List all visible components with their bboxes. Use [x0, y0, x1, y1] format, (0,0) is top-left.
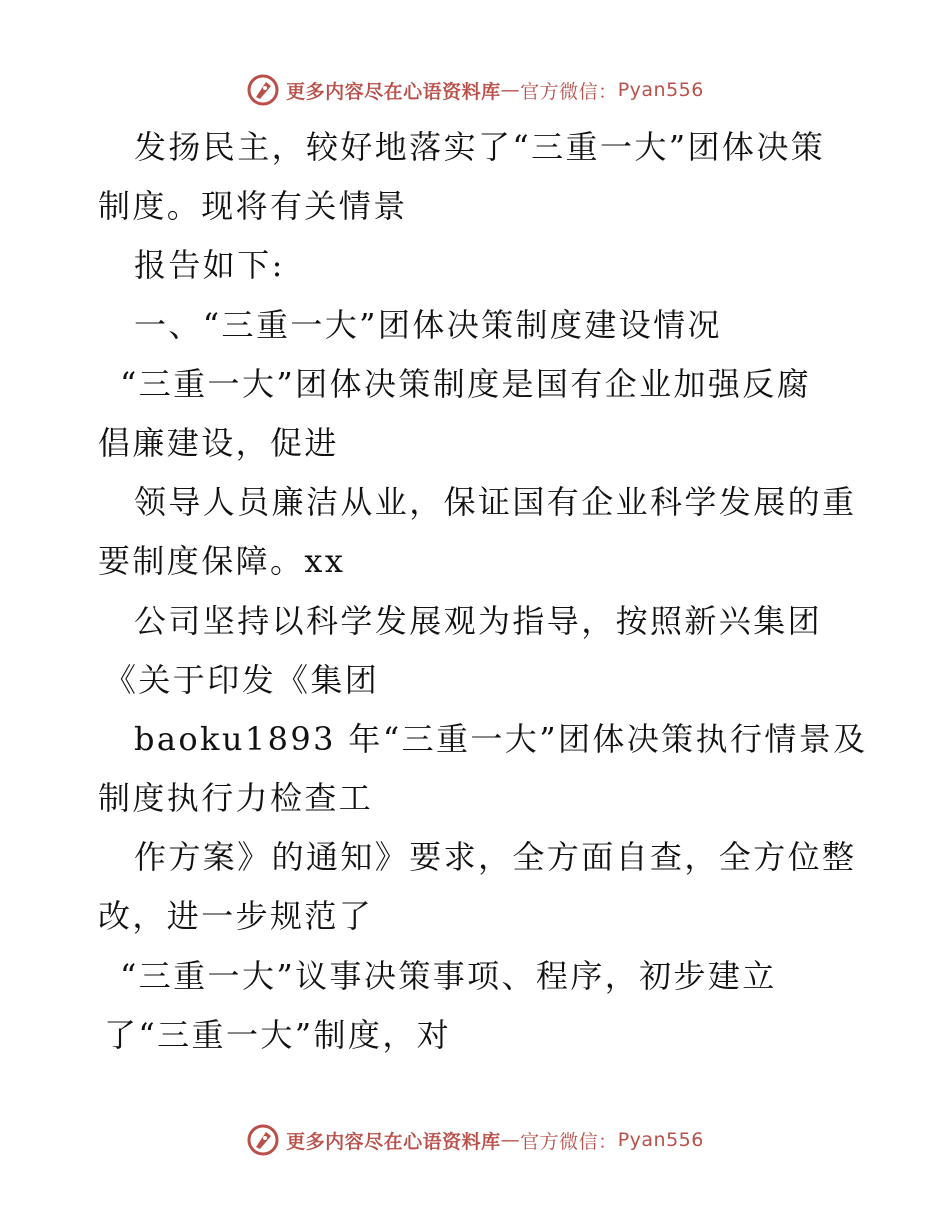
paragraph-line: 公司坚持以科学发展观为指导，按照新兴集团	[134, 601, 823, 640]
paragraph-line: 发扬民主，较好地落实了“三重一大”团体决策	[134, 128, 826, 166]
watermark-wechat-id: Pyan556	[617, 1129, 704, 1151]
watermark-site-text: 更多内容尽在心语资料库	[286, 1130, 501, 1153]
header-watermark	[0, 70, 950, 110]
watermark-wechat-label: 官方微信：	[520, 1130, 618, 1153]
paragraph-line: 制度。现将有关情景	[98, 187, 408, 226]
paragraph-line: 领导人员廉洁从业，保证国有企业科学发展的重	[134, 483, 857, 522]
paragraph-line: 报告如下:	[134, 246, 285, 285]
watermark-dash: —	[500, 79, 521, 101]
section-heading: 一、“三重一大”团体决策制度建设情况	[134, 305, 722, 344]
paragraph-line: 倡廉建设，促进	[98, 423, 339, 462]
pen-nib-logo-icon	[246, 73, 280, 107]
paragraph-line: 作方案》的通知》要求，全方面自查，全方位整	[134, 838, 857, 877]
paragraph-line: 改，进一步规范了	[98, 897, 374, 936]
paragraph-line: 要制度保障。xx	[98, 542, 346, 581]
watermark-site-text: 更多内容尽在心语资料库	[286, 80, 501, 103]
watermark-dash: —	[500, 1129, 521, 1151]
watermark-wechat-id: Pyan556	[617, 79, 704, 101]
pen-nib-logo-icon	[246, 1123, 280, 1157]
paragraph-line: 《关于印发《集团	[104, 660, 380, 699]
paragraph-line: “三重一大”团体决策制度是国有企业加强反腐	[120, 364, 812, 403]
paragraph-line: “三重一大”议事决策事项、程序，初步建立	[120, 956, 777, 995]
watermark-wechat-label: 官方微信：	[520, 80, 618, 103]
paragraph-line: 制度执行力检查工	[98, 779, 374, 818]
paragraph-line: baoku1893 年“三重一大”团体决策执行情景及	[134, 719, 868, 758]
footer-watermark	[0, 1120, 950, 1160]
paragraph-line: 了“三重一大”制度，对	[104, 1015, 452, 1054]
document-body	[98, 118, 868, 1065]
